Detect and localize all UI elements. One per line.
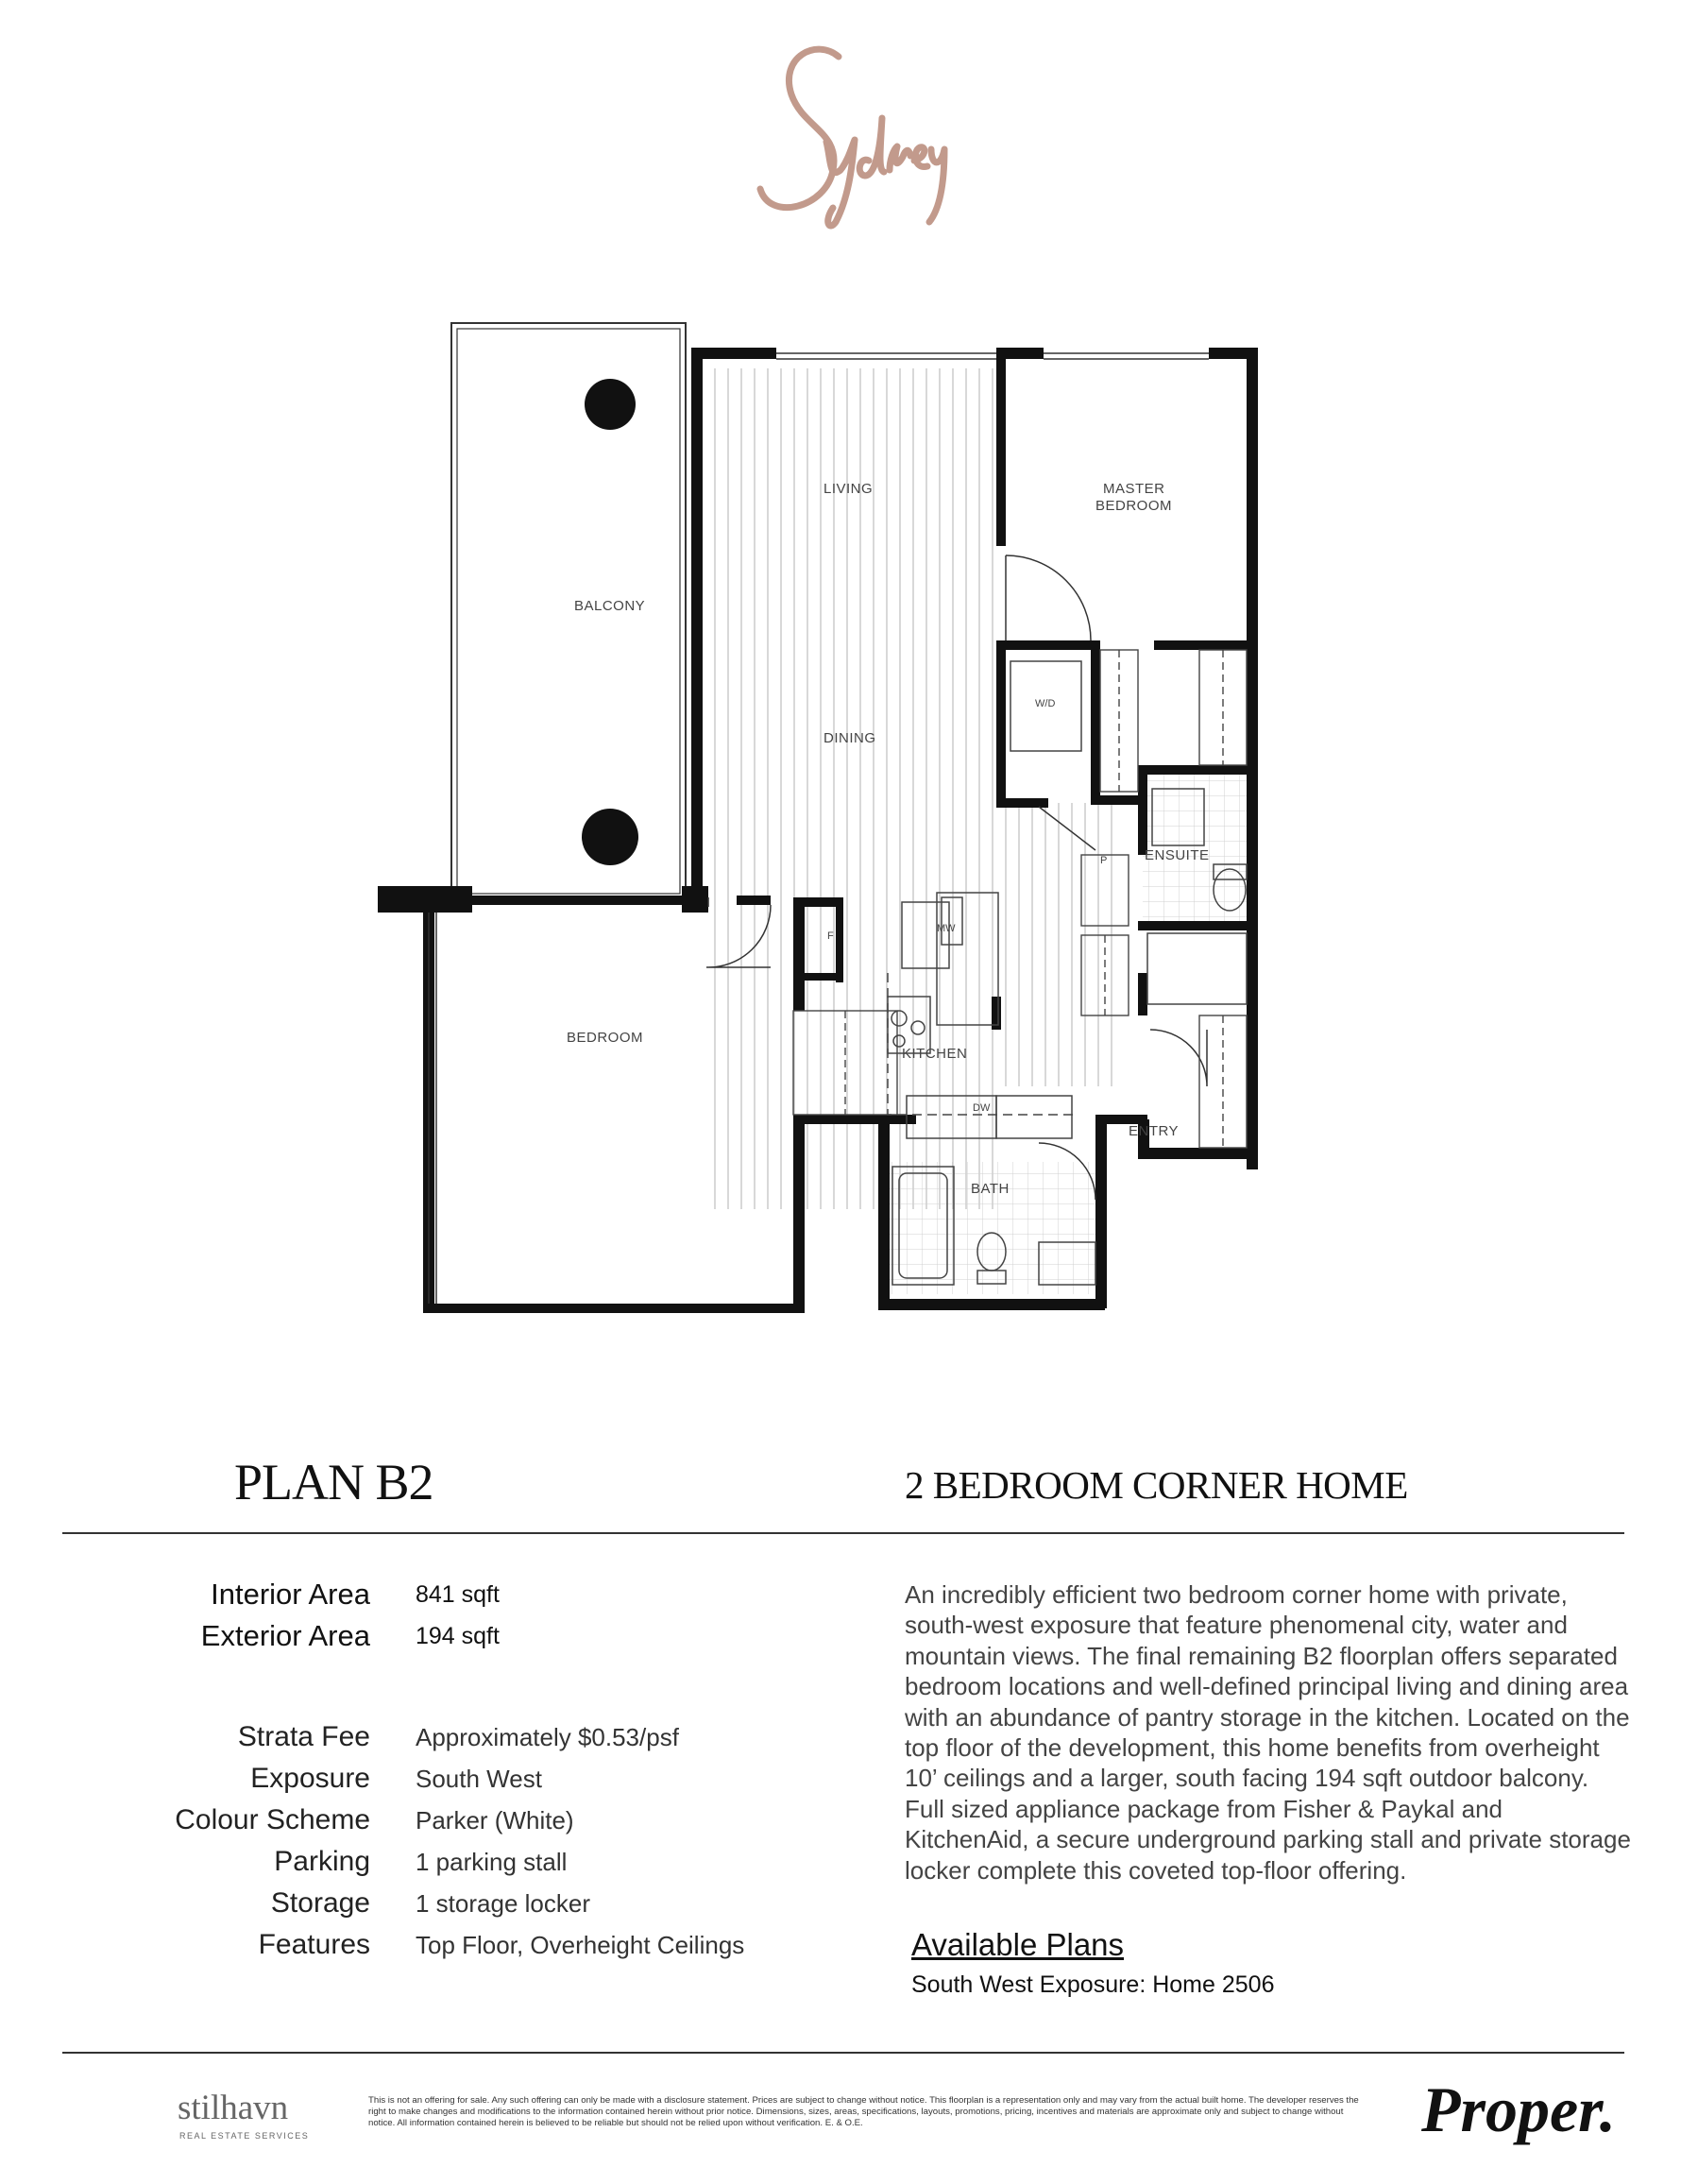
spec-value-exposure: South West — [416, 1765, 542, 1793]
spec-value-storage: 1 storage locker — [416, 1889, 590, 1918]
room-label-balcony: BALCONY — [574, 598, 646, 614]
room-label-master-line1: MASTER — [1103, 481, 1165, 497]
fixture-label-microwave: MW — [937, 923, 956, 934]
header-divider — [62, 1532, 1624, 1534]
room-label-ensuite: ENSUITE — [1145, 847, 1210, 863]
room-label-dining: DINING — [824, 730, 876, 746]
spec-label-parking: Parking — [274, 1846, 370, 1877]
spec-value-exterior-area: 194 sqft — [416, 1623, 500, 1649]
fixture-label-fridge: F — [827, 930, 834, 942]
stilhavn-logo: stilhavn — [178, 2089, 289, 2127]
spec-value-features: Top Floor, Overheight Ceilings — [416, 1931, 745, 1959]
room-label-bedroom: BEDROOM — [567, 1030, 644, 1046]
spec-label-strata-fee: Strata Fee — [237, 1721, 370, 1752]
balcony-column-bottom — [582, 809, 638, 865]
room-label-living: LIVING — [824, 481, 874, 497]
spec-value-colour-scheme: Parker (White) — [416, 1806, 574, 1834]
spec-value-parking: 1 parking stall — [416, 1848, 568, 1876]
available-home: South West Exposure: Home 2506 — [911, 1971, 1275, 1998]
hall-flooring — [996, 803, 1119, 1086]
spec-label-exterior-area: Exterior Area — [200, 1619, 370, 1652]
spec-value-strata-fee: Approximately $0.53/psf — [416, 1723, 679, 1751]
footer-divider — [62, 2052, 1624, 2054]
spec-label-exposure: Exposure — [250, 1763, 370, 1794]
available-plans-heading[interactable]: Available Plans — [911, 1927, 1125, 1962]
stilhavn-subtitle: REAL ESTATE SERVICES — [179, 2131, 310, 2141]
spec-label-colour-scheme: Colour Scheme — [175, 1804, 370, 1835]
balcony-area — [451, 323, 686, 899]
disclaimer-text: This is not an offering for sale. Any such offering can only be made with a disclosure statement. Prices are subject to change without notice. This floorplan is a representation only and may vary from the actual built home. The developer reserves the right to make changes and modifications to the information contained herein without prior notice. Dimensions, sizes, areas, specifications, layouts, promotions, pricing, incentives and materials are approximate only and subject to change without notice. All information contained herein is believed to be reliable but should not be relied upon without verification. E. & O.E. — [368, 2095, 1359, 2128]
sydney-script-logo — [727, 28, 963, 246]
floorplan — [378, 312, 1303, 1313]
spec-value-interior-area: 841 sqft — [416, 1581, 500, 1608]
plan-type: 2 BEDROOM CORNER HOME — [905, 1463, 1408, 1507]
description-paragraph: An incredibly efficient two bedroom corner home with private, south-west exposure that feature phenomenal city, water and mountain views. The final remaining B2 floorplan offers separated bedroom locations and well-defined principal living and dining area with an abundance of pantry storage in the kitchen. Located on the top floor of the development, this home benefits from overheight 10’ ceilings and a larger, south facing 194 sqft outdoor balcony. Full sized appliance package from Fisher & Paykal and KitchenAid, a secure underground parking stall and private storage locker complete this coveted top-floor offering. — [905, 1580, 1631, 1885]
room-label-bath: BATH — [971, 1181, 1010, 1197]
room-label-entry: ENTRY — [1129, 1123, 1180, 1139]
balcony-column-top — [585, 379, 636, 430]
fixture-label-pantry: P — [1100, 855, 1108, 866]
proper-logo: Proper. — [1421, 2073, 1616, 2145]
room-label-kitchen: KITCHEN — [902, 1046, 968, 1062]
spec-label-storage: Storage — [270, 1887, 370, 1919]
spec-label-interior-area: Interior Area — [211, 1578, 370, 1611]
plan-title: PLAN B2 — [234, 1454, 433, 1510]
fixture-label-dishwasher: DW — [973, 1102, 991, 1114]
room-label-master-line2: BEDROOM — [1095, 498, 1173, 514]
spec-label-features: Features — [258, 1929, 370, 1960]
fixture-label-wd: W/D — [1035, 698, 1056, 709]
